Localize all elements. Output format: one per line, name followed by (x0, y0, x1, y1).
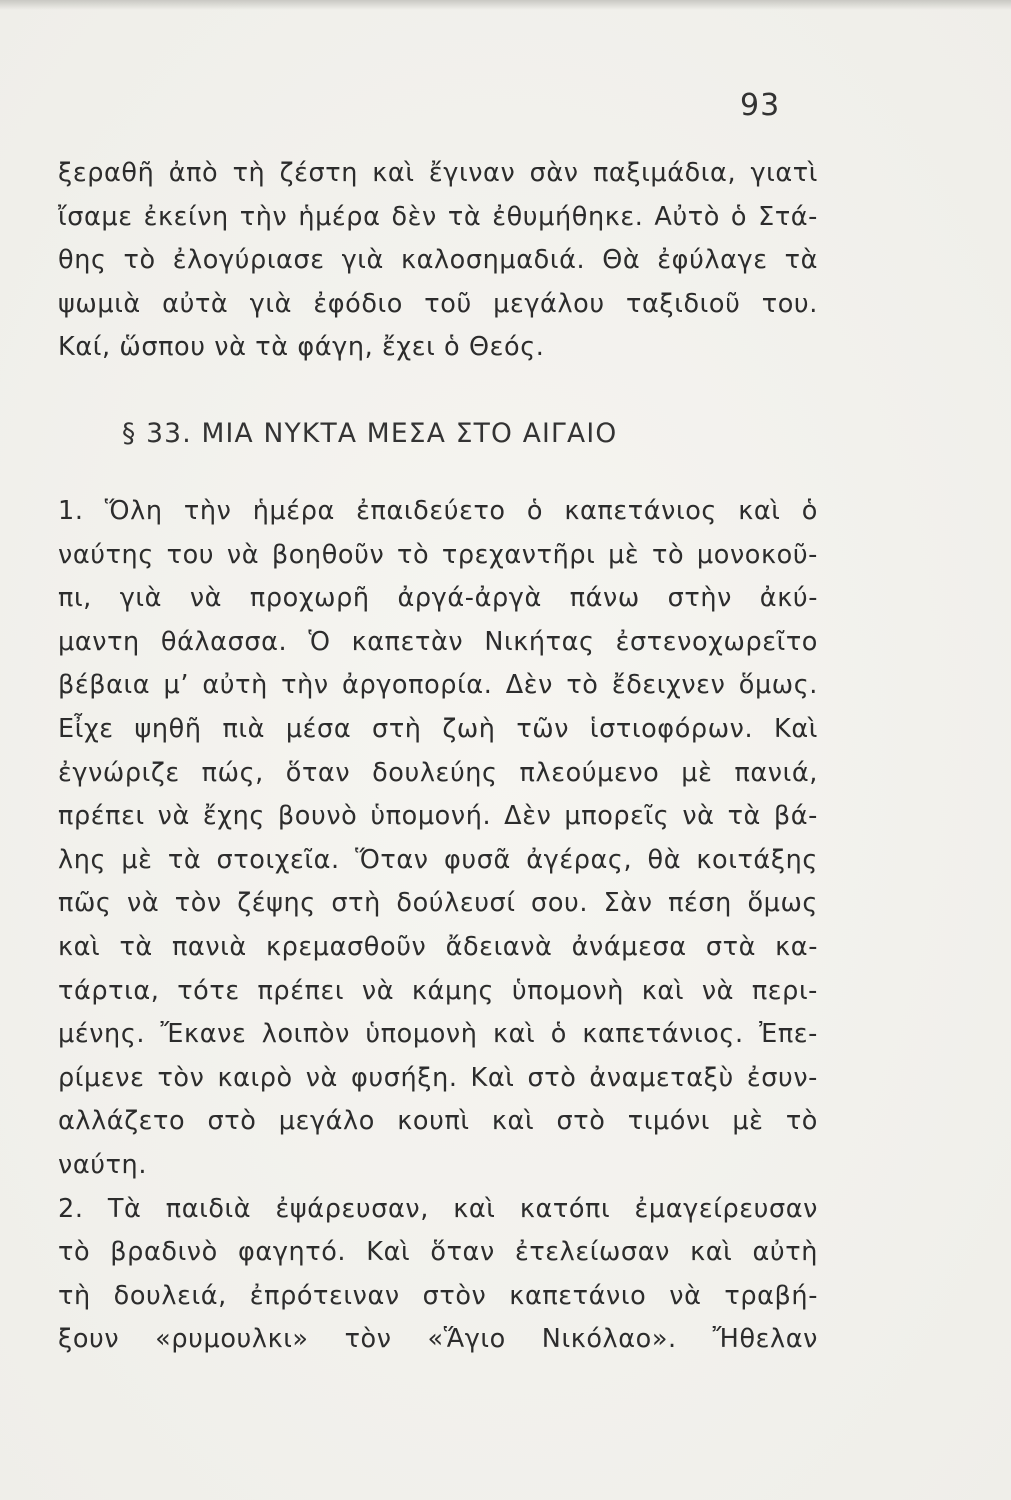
text-line: Εἶχε ψηθῆ πιὰ μέσα στὴ ζωὴ τῶν ἱστιοφόρων. Καὶ (58, 713, 818, 744)
text-line: ἐγνώριζε πώς, ὅταν δουλεύης πλεούμενο μὲ πανιά, (58, 757, 818, 788)
page-top-edge (0, 0, 1011, 10)
text-line: πρέπει νὰ ἔχης βουνὸ ὑπομονή. Δὲν μπορεῖς νὰ τὰ βά- (58, 801, 818, 832)
text-line: ψωμιὰ αὐτὰ γιὰ ἐφόδιο τοῦ μεγάλου ταξιδιοῦ του. (58, 288, 818, 319)
body-paragraphs (58, 490, 818, 1362)
text-line: λης μὲ τὰ στοιχεῖα. Ὅταν φυσᾶ ἀγέρας, θὰ κοιτάξης (58, 844, 818, 875)
text-line: ξεραθῆ ἀπὸ τὴ ζέστη καὶ ἔγιναν σὰν παξιμάδια, γιατὶ (58, 158, 818, 188)
text-line: μένης. Ἔκανε λοιπὸν ὑπομονὴ καὶ ὁ καπετάνιος. Ἐπε- (58, 1019, 818, 1050)
text-line: ἴσαμε ἐκείνη τὴν ἡμέρα δὲν τὰ ἐθυμήθηκε. Αὐτὸ ὁ Στά- (58, 201, 818, 232)
text-line: ρίμενε τὸν καιρὸ νὰ φυσήξη. Καὶ στὸ ἀναμεταξὺ ἐσυν- (58, 1062, 818, 1093)
text-line: πῶς νὰ τὸν ζέψης στὴ δούλευσί σου. Σὰν πέση ὅμως (58, 888, 818, 919)
text-line: τάρτια, τότε πρέπει νὰ κάμης ὑπομονὴ καὶ νὰ περι- (58, 975, 818, 1006)
text-line: καὶ τὰ πανιὰ κρεμασθοῦν ἄδειανὰ ἀνάμεσα στὰ κα- (58, 931, 818, 962)
text-line: ναύτη. (58, 1149, 148, 1180)
text-line: ξουν «ρυμουλκι» τὸν «Ἅγιο Νικόλαο». Ἤθελαν (58, 1324, 818, 1355)
text-line: αλλάζετο στὸ μεγάλο κουπὶ καὶ στὸ τιμόνι μὲ τὸ (58, 1106, 818, 1137)
text-line: πι, γιὰ νὰ προχωρῆ ἀργά-ἀργὰ πάνω στὴν ἀκύ- (58, 583, 818, 614)
page-number: 93 (740, 88, 781, 123)
text-line: τὴ δουλειά, ἐπρότειναν στὸν καπετάνιο νὰ τραβή- (58, 1280, 818, 1311)
text-line: 2. Τὰ παιδιὰ ἐψάρευσαν, καὶ κατόπι ἐμαγείρευσαν (58, 1193, 818, 1224)
text-line: μαντη θάλασσα. Ὁ καπετὰν Νικήτας ἐστενοχωρεῖτο (58, 626, 818, 657)
text-line: βέβαια μ’ αὐτὴ τὴν ἀργοπορία. Δὲν τὸ ἔδειχνεν ὅμως. (58, 670, 818, 701)
text-line: θης τὸ ἐλογύριασε γιὰ καλοσημαδιά. Θὰ ἐφύλαγε τὰ (58, 245, 818, 276)
text-line: ναύτης του νὰ βοηθοῦν τὸ τρεχαντῆρι μὲ τὸ μονοκοῦ- (58, 539, 818, 570)
section-heading: § 33. ΜΙΑ ΝΥΚΤΑ ΜΕΣΑ ΣΤΟ ΑΙΓΑΙΟ (122, 418, 618, 449)
text-line: Καί, ὥσπου νὰ τὰ φάγη, ἔχει ὁ Θεός. (58, 332, 545, 363)
text-line: τὸ βραδινὸ φαγητό. Καὶ ὅταν ἐτελείωσαν καὶ αὐτὴ (58, 1237, 818, 1268)
intro-paragraph (58, 152, 818, 370)
text-line: 1. Ὅλη τὴν ἡμέρα ἐπαιδεύετο ὁ καπετάνιος καὶ ὁ (58, 496, 818, 526)
